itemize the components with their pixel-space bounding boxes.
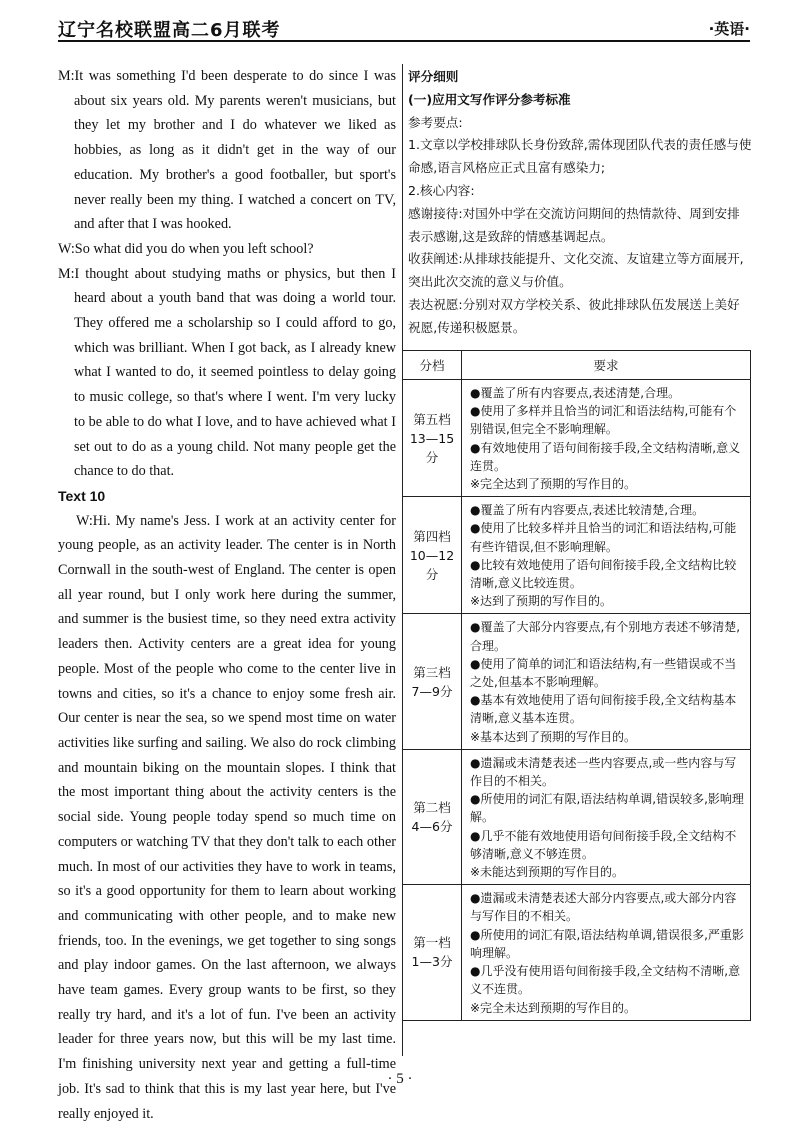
requirement-item: ※基本达到了预期的写作目的。 [470, 729, 637, 744]
grade-score-range: 10—12分 [409, 547, 455, 582]
rules-line: 感谢接待:对国外中学在交流访问期间的热情款待、周到安排表示感谢,这是致辞的情感基调起点。 [408, 205, 740, 244]
grade-score-range: 4—6分 [411, 819, 453, 835]
requirement-item: ●几乎不能有效地使用语句间衔接手段,全文结构不够清晰,意义不够连贯。 [470, 828, 737, 861]
requirement-item: ●使用了比较多样并且恰当的词汇和语法结构,可能有些许错误,但不影响理解。 [470, 521, 737, 554]
table-header-row [403, 351, 751, 380]
requirement-item: ●有效地使用了语句间衔接手段,全文结构清晰,意义连贯。 [470, 440, 741, 473]
transcript-paragraph: M:It was something I'd been desperate to do since I was about six years old. My parents weren't musicians, but they let my brother and I do whatever we liked as hobbies, as long as it didn't get in the way of our education. My brother's a good footballer, but sport's never really been my thing. I watched a concert on TV, and after that I was hooked. [58, 68, 396, 233]
rules-line: 表达祝愿:分别对双方学校关系、彼此排球队伍发展送上美好祝愿,传递积极愿景。 [408, 296, 740, 335]
requirement-item: ●所使用的词汇有限,语法结构单调,错误很多,严重影响理解。 [470, 927, 744, 960]
transcript-paragraph: W:So what did you do when you left school? [58, 240, 314, 257]
page-header [58, 14, 750, 42]
page-number: · 5 · [387, 1071, 413, 1087]
grade-requirements-cell [462, 497, 751, 614]
rules-heading: 评分细则 [408, 69, 459, 84]
requirement-column-header: 要求 [462, 351, 751, 380]
requirement-item: ●使用了简单的词汇和语法结构,有一些错误或不当之处,但基本不影响理解。 [470, 656, 737, 690]
requirement-item: ●几乎没有使用语句间衔接手段,全文结构不清晰,意义不连贯。 [470, 964, 741, 997]
grade-level-name: 第三档 [413, 664, 451, 680]
requirement-item: ●遗漏或未清楚表述一些内容要点,或一些内容与写作目的不相关。 [470, 755, 737, 789]
rules-line: 1.文章以学校排球队长身份致辞,需体现团队代表的责任感与使命感,语言风格应正式且富有感染力; [408, 137, 752, 176]
requirement-item: ※完全未达到预期的写作目的。 [470, 1000, 637, 1015]
grading-table [402, 350, 751, 1021]
requirement-item: ●覆盖了所有内容要点,表述清楚,合理。 [470, 386, 681, 400]
grade-level-name: 第五档 [413, 411, 451, 427]
grade-level-cell [403, 614, 462, 749]
rules-heading: (一)应用文写作评分参考标准 [408, 91, 571, 107]
listening-transcript-column [58, 64, 396, 1126]
grade-score-range: 1—3分 [411, 954, 453, 970]
level-column-header: 分档 [403, 351, 462, 380]
grade-level-cell [403, 497, 462, 614]
requirement-item: ●基本有效地使用了语句间衔接手段,全文结构基本清晰,意义基本连贯。 [470, 693, 737, 726]
grade-level-cell [403, 749, 462, 884]
table-row [403, 497, 751, 614]
rules-line: 参考要点: [408, 114, 463, 130]
grade-score-range: 13—15分 [409, 430, 455, 465]
table-row [403, 614, 751, 749]
requirement-item: ●覆盖了所有内容要点,表述比较清楚,合理。 [470, 503, 705, 518]
grade-requirements-cell [462, 614, 751, 749]
section-heading: Text 10 [58, 487, 106, 504]
grade-level-name: 第一档 [413, 935, 451, 951]
transcript-paragraph: M:I thought about studying maths or physics, but then I heard about a youth band that was doing a world tour. They offered me a scholarship so I could afford to go, which was brilliant. When I got back, as I already knew what I wanted to do, it seemed pointless to delay going to music college, so that's where I went. I'm very lucky to be able to do what I love, and to have achieved what I set out to do as a young child. Not many people get the chance to do that. [58, 265, 396, 480]
rules-line: 2.核心内容: [408, 182, 475, 198]
grade-level-cell [403, 885, 462, 1020]
scoring-rules-column [408, 66, 752, 340]
requirement-item: ●覆盖了大部分内容要点,有个别地方表述不够清楚,合理。 [470, 620, 741, 653]
subject-label: ·英语· [708, 20, 750, 38]
table-row [403, 885, 751, 1020]
grade-level-cell [403, 380, 462, 497]
grade-score-range: 7—9分 [411, 683, 453, 699]
table-row [403, 749, 751, 884]
grade-level-name: 第四档 [413, 528, 451, 544]
requirement-item: ※未能达到预期的写作目的。 [470, 865, 625, 880]
transcript-paragraph: W:Hi. My name's Jess. I work at an activity center for young people, as an activity leader. The center is in North Cornwall in the south-west of England. The center is open all year round, but I only work here during the summer, and summer is the busiest time, so they need extra activity leaders then. Activity centers are a great idea for young people. Most of the people who come to the center live in towns and cities, so it's a chance to enjoy some fresh air. Our center is near the sea, so we spend most time on water activities like surfing and sailing. We also do rock climbing and mountain biking on the mountain slopes. I think that the most important thing about the activity centers is the social side. Young people today spend so much time on computers or watching TV that they don't talk to each other much. In most of our activities they have to work in teams, so it's a good opportunity for them to learn about working and communicating with other people, and to make new friends, too. In the evenings, we get together to sing songs and play indoor games. On the last afternoon, we always have team games. Every group wants to be first, so they really try hard, and it's a lot of fun. I've been an activity leader for three years now, but this will be my last time. I'm finishing university next year and getting a full-time job. It's sad to think that this is my last year here, but I've really enjoyed it. [58, 512, 396, 1122]
requirement-item: ●所使用的词汇有限,语法结构单调,错误较多,影响理解。 [470, 792, 744, 825]
exam-title: 辽宁名校联盟高二6月联考 [58, 20, 281, 41]
grade-level-name: 第二档 [413, 800, 451, 816]
grade-requirements-cell [462, 380, 751, 497]
requirement-item: ※完全达到了预期的写作目的。 [470, 477, 637, 492]
requirement-item: ●使用了多样并且恰当的词汇和语法结构,可能有个别错误,但完全不影响理解。 [470, 404, 737, 437]
requirement-item: ●比较有效地使用了语句间衔接手段,全文结构比较清晰,意义比较连贯。 [470, 557, 737, 591]
grade-requirements-cell [462, 885, 751, 1020]
requirement-item: ※达到了预期的写作目的。 [470, 594, 613, 609]
grade-requirements-cell [462, 749, 751, 884]
table-row [403, 380, 751, 497]
requirement-item: ●遗漏或未清楚表述大部分内容要点,或大部分内容与写作目的不相关。 [470, 891, 737, 924]
rules-line: 收获阐述:从排球技能提升、文化交流、友谊建立等方面展开,突出此次交流的意义与价值。 [408, 251, 744, 290]
